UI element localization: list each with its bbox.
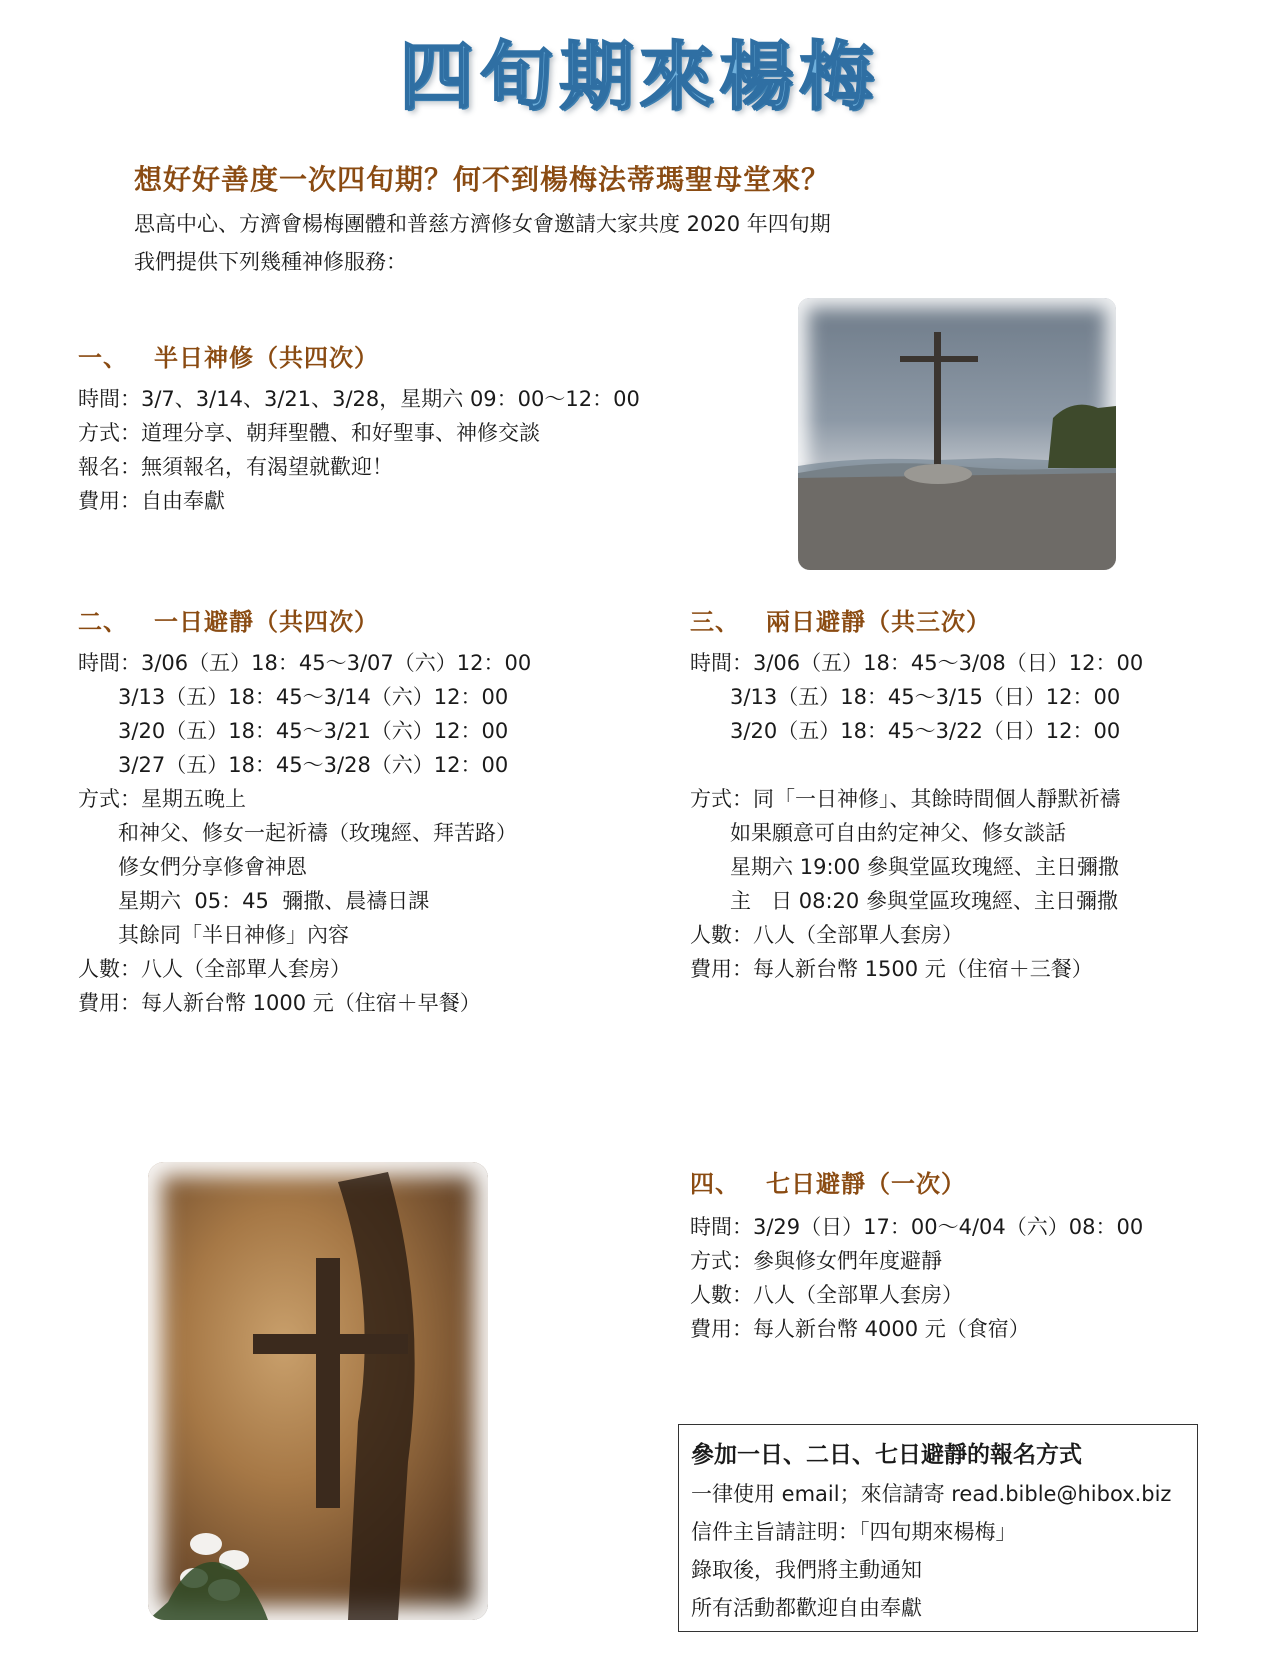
box-title: 參加一日、二日、七日避靜的報名方式 (691, 1442, 1082, 1468)
section-line: 方式：同「一日神修」、其餘時間個人靜默祈禱 (690, 787, 1121, 811)
box-line: 所有活動都歡迎自由奉獻 (691, 1596, 922, 1620)
section-line: 報名：無須報名，有渴望就歡迎！ (78, 455, 393, 479)
section-line: 3/13（五）18：45～3/15（日）12：00 (690, 685, 1121, 709)
section-body (690, 1210, 1143, 1346)
section-line: 3/20（五）18：45～3/21（六）12：00 (78, 719, 509, 743)
box-line: 信件主旨請註明：「四旬期來楊梅」 (691, 1520, 1017, 1544)
section-line: 人數：八人（全部單人套房） (78, 957, 351, 981)
intro-line: 我們提供下列幾種神修服務： (134, 250, 407, 274)
section-line: 如果願意可自由約定神父、修女談話 (690, 821, 1067, 845)
section-line: 3/27（五）18：45～3/28（六）12：00 (78, 753, 509, 777)
section-line: 費用：自由奉獻 (78, 489, 225, 513)
section-body (78, 382, 640, 518)
section-line: 其餘同「半日神修」內容 (78, 923, 350, 947)
section-line: 費用：每人新台幣 4000 元（食宿） (690, 1317, 1030, 1341)
page-title: 四旬期來楊梅 (399, 34, 880, 120)
section-line: 時間：3/06（五）18：45～3/07（六）12：00 (78, 651, 532, 675)
section-heading (690, 602, 991, 637)
section-title: 兩日避靜（共三次） (766, 608, 991, 636)
section-line: 時間：3/29（日）17：00～4/04（六）08：00 (690, 1215, 1144, 1239)
section-line: 方式：星期五晚上 (78, 787, 246, 811)
section-title: 一日避靜（共四次） (154, 608, 379, 636)
section-line: 費用：每人新台幣 1500 元（住宿＋三餐） (690, 957, 1093, 981)
section-number: 一、 (78, 344, 128, 372)
box-line: 一律使用 email；來信請寄 read.bible@hibox.biz (691, 1482, 1172, 1506)
section-line: 費用：每人新台幣 1000 元（住宿＋早餐） (78, 991, 481, 1015)
cave-cross-icon (148, 1162, 488, 1620)
section-body (690, 646, 1143, 986)
section-line: 星期六 19:00 參與堂區玫瑰經、主日彌撒 (690, 855, 1119, 879)
intro-line: 思高中心、方濟會楊梅團體和普慈方濟修女會邀請大家共度 2020 年四旬期 (134, 212, 831, 236)
section-number: 三、 (690, 608, 740, 636)
section-line: 時間：3/06（五）18：45～3/08（日）12：00 (690, 651, 1144, 675)
cave-cross-photo (148, 1162, 488, 1620)
headline: 想好好善度一次四旬期？何不到楊梅法蒂瑪聖母堂來？ (134, 163, 831, 196)
section-line: 方式：參與修女們年度避靜 (690, 1249, 942, 1273)
section-heading (78, 338, 379, 373)
section-number: 二、 (78, 608, 128, 636)
section-line: 人數：八人（全部單人套房） (690, 1283, 963, 1307)
cross-photo (798, 298, 1116, 570)
box-line: 錄取後，我們將主動通知 (691, 1558, 922, 1582)
section-line: 人數：八人（全部單人套房） (690, 923, 963, 947)
cross-icon (798, 298, 1116, 570)
section-line: 3/20（五）18：45～3/22（日）12：00 (690, 719, 1121, 743)
section-line (690, 748, 1143, 782)
section-line: 方式：道理分享、朝拜聖體、和好聖事、神修交談 (78, 421, 540, 445)
section-line: 星期六 05：45 彌撒、晨禱日課 (78, 889, 430, 913)
section-number: 四、 (690, 1170, 740, 1198)
section-line: 和神父、修女一起祈禱（玫瑰經、拜苦路） (78, 821, 518, 845)
section-body (78, 646, 531, 1020)
section-title: 半日神修（共四次） (154, 344, 379, 372)
section-heading (78, 602, 379, 637)
section-heading (690, 1164, 966, 1199)
section-title: 七日避靜（一次） (766, 1170, 966, 1198)
section-line: 主 日 08:20 參與堂區玫瑰經、主日彌撒 (690, 889, 1118, 913)
registration-info-box (678, 1424, 1198, 1632)
section-line: 3/13（五）18：45～3/14（六）12：00 (78, 685, 509, 709)
section-line: 修女們分享修會神恩 (78, 855, 308, 879)
section-line: 時間：3/7、3/14、3/21、3/28，星期六 09：00～12：00 (78, 387, 640, 411)
